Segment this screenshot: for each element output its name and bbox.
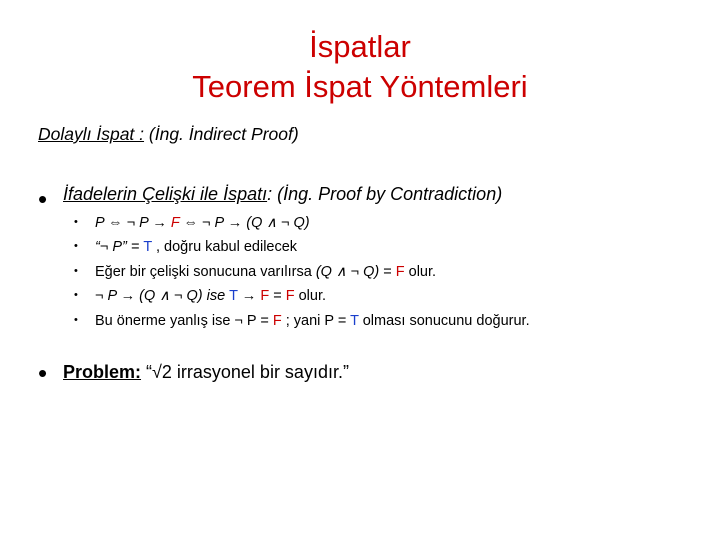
sub-bullet: •: [74, 265, 78, 277]
problem-text: “√2 irrasyonel bir sayıdır.”: [141, 362, 349, 382]
indirect-proof-line: [38, 124, 299, 145]
list-item: • “¬ P” = T , doğru kabul edilecek: [74, 239, 298, 255]
sub-bullet: •: [74, 289, 78, 301]
indirect-proof-heading: Dolaylı İspat :: [38, 124, 145, 144]
list-item: • ¬ P → (Q ∧ ¬ Q) ise T → F = F olur.: [74, 288, 327, 304]
contradiction-section-heading: [63, 184, 502, 205]
page-title: İspatlar: [309, 29, 411, 64]
sub-bullet: •: [74, 216, 78, 228]
contradiction-heading: İfadelerin Çelişki ile İspatı: [63, 184, 268, 204]
contradiction-note: : (İng. Proof by Contradiction): [267, 184, 503, 204]
indirect-proof-note: (İng. İndirect Proof): [144, 124, 299, 144]
list-item: • Bu önerme yanlış ise ¬ P = F ; yani P = T olması sonucunu doğurur.: [74, 313, 530, 329]
sub-bullet: •: [74, 240, 78, 252]
main-bullet-2: •: [38, 358, 48, 388]
problem-heading: Problem:: [63, 362, 142, 382]
list-item: • Eğer bir çelişki sonucuna varılırsa (Q ∧ ¬ Q) = F olur.: [74, 264, 437, 280]
list-item: • P ⇔ ¬ P → F ⇔ ¬ P → (Q ∧ ¬ Q): [74, 215, 310, 231]
main-bullet-1: •: [38, 184, 48, 214]
sub-bullet: •: [74, 314, 78, 326]
page-subtitle: Teorem İspat Yöntemleri: [192, 69, 528, 104]
problem-line: [63, 362, 349, 383]
